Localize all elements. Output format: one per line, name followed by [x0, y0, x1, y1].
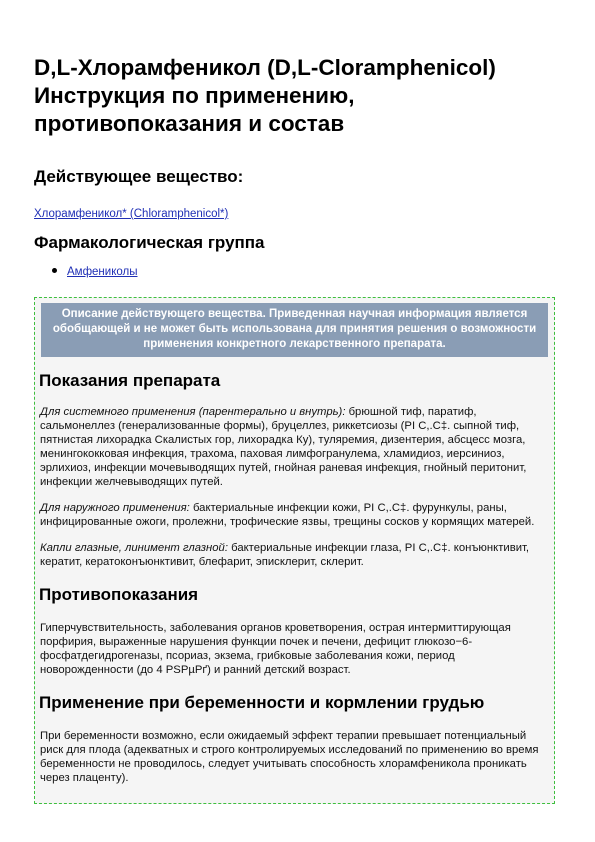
page-title	[34, 54, 562, 138]
pharm-group-link[interactable]: Амфениколы	[67, 266, 138, 278]
active-substance-link[interactable]: Хлорамфеникол* (Chloramphenicol*)	[34, 208, 229, 220]
indications-eye-text: бактериальные инфекции глаза, РІ С,.С‡. конъюнктивит, кератит, кератоконъюнктивит, блефарит, эписклерит, склерит.	[40, 542, 530, 568]
substance-description-box	[34, 297, 555, 804]
indications-systemic-paragraph	[35, 405, 554, 489]
contraindications-heading: Противопоказания	[39, 585, 199, 604]
indications-external-text: бактериальные инфекции кожи, РІ С,.С‡. фурункулы, раны, инфицированные ожоги, пролежни, трофические язвы, трещины сосков у кормящих матерей.	[40, 502, 535, 528]
indications-external-label: Для наружного применения:	[40, 502, 190, 514]
active-substance-row	[34, 204, 228, 222]
pregnancy-heading: Применение при беременности и кормлении грудью	[39, 693, 485, 712]
indications-heading: Показания препарата	[39, 371, 221, 390]
pregnancy-text: При беременности возможно, если ожидаемый эффект терапии превышает потенциальный риск для плода (адекватных и строго контролируемых исследований по применению во время беременности не проводилось, следует учитывать способность хлорамфеникола проникать через плаценту).	[40, 730, 539, 784]
notice-banner: Описание действующего вещества. Приведенная научная информация является обобщающей и не может быть использована для принятия решения о возможности применения конкретного лекарственного препарата.	[41, 303, 548, 357]
indications-eye-paragraph	[35, 541, 554, 569]
indications-eye-label: Капли глазные, линимент глазной:	[40, 542, 228, 554]
bullet-icon	[52, 268, 57, 273]
pharm-group-heading: Фармакологическая группа	[34, 233, 265, 252]
contraindications-text: Гиперчувствительность, заболевания органов кроветворения, острая интермиттирующая порфирия, выраженные нарушения функции почек и печени, дефицит глюкозо−6-фосфатдегидрогеназы, псориаз, экзема, грибковые заболевания кожи, период новорожденности (до 4 РЅРµРґ) и ранний детский возраст.	[40, 622, 511, 676]
title-line-3: противопоказания и состав	[34, 111, 345, 136]
title-line-2: Инструкция по применению,	[34, 83, 355, 108]
title-line-1: D,L-Хлорамфеникол (D,L-Cloramphenicol)	[34, 55, 496, 80]
indications-systemic-label: Для системного применения (парентерально и внутрь):	[40, 406, 346, 418]
indications-systemic-text: брюшной тиф, паратиф, сальмонеллез (генерализованные формы), бруцеллез, риккетсиозы (РІ С,.С‡. сыпной тиф, пятнистая лихорадка Скалистых гор, лихорадка Ку), туляремия, дизентерия, абсцесс мозга, менингококковая инфекция, трахома, паховая лимфогранулема, хламидиоз, иерсиниоз, эрлихиоз, инфекции мочевыводящих путей, гнойная раневая инфекция, гнойный перитонит, инфекции желчевыводящих путей.	[40, 406, 527, 488]
indications-external-paragraph	[35, 501, 554, 529]
pharm-group-list-item	[52, 266, 138, 278]
active-substance-heading: Действующее вещество:	[34, 167, 244, 186]
